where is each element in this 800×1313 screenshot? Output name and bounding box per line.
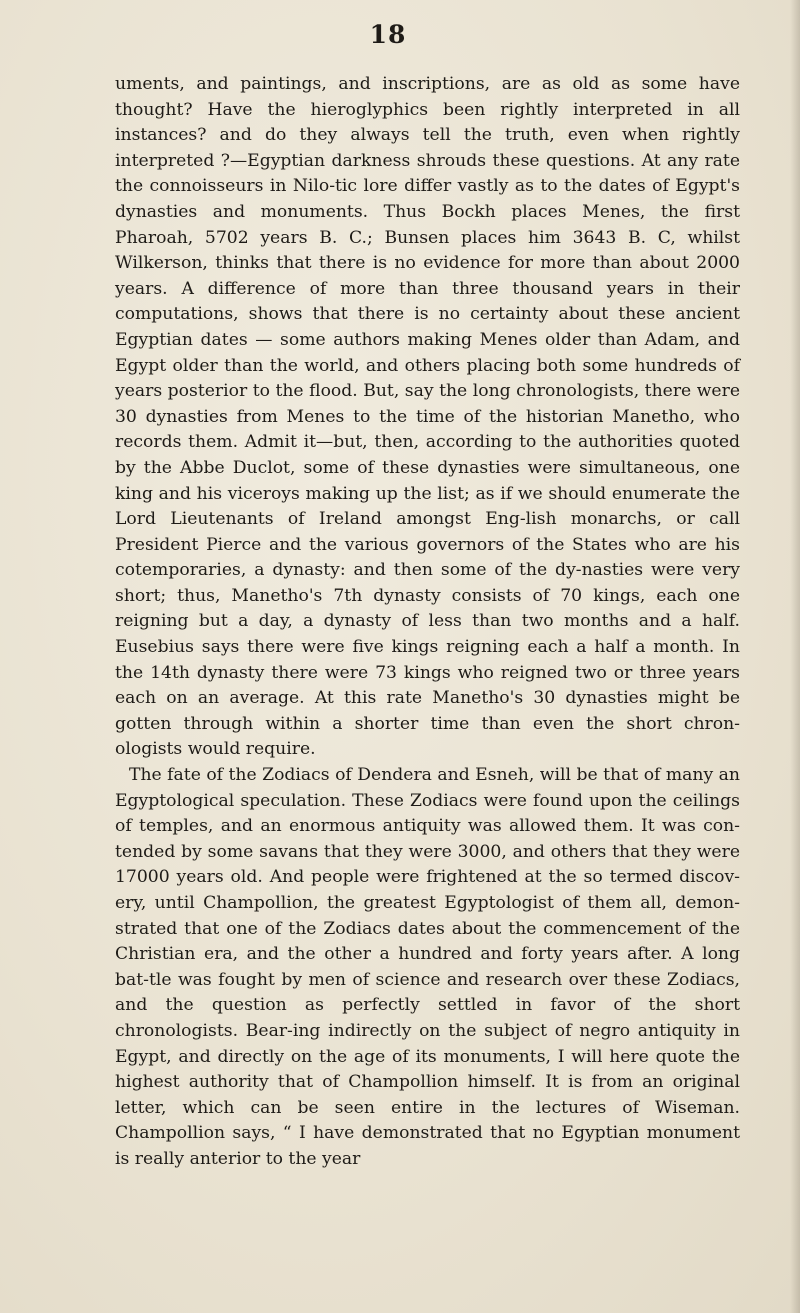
paragraph: uments, and paintings, and inscriptions, are as old as some have thought? Have the hieroglyphics been rightly interpreted in all instances? and do they always tell the truth, even when rightly interpreted ?—Egyptian darkness shrouds these questions. At any rate the connoisseurs in Nilo-tic lore differ vastly as to the dates of Egypt's dynasties and monuments. Thus Bockh places Menes, the first Pharoah, 5702 years B. C.; Bunsen places him 3643 B. C, whilst Wilkerson, thinks that there is no evidence for more than about 2000 years. A difference of more than three thousand years in their computations, shows that there is no certainty about these ancient Egyptian dates — some authors making Menes older than Adam, and Egypt older than the world, and others placing both some hundreds of years posterior to the flood. But, say the long chronologists, there were 30 dynasties from Menes to the time of the historian Manetho, who records them. Admit it—but, then, according to the authorities quoted by the Abbe Duclot, some of these dynasties were simultaneous, one king and his viceroys making up the list; as if we should enumerate the Lord Lieutenants of Ireland amongst Eng-lish monarchs, or call President Pierce and the various governors of the States who are his cotemporaries, a dynasty: and then some of the dy-nasties were very short; thus, Manetho's 7th dynasty consists of 70 kings, each one reigning but a day, a dynasty of less than two months and a half. Eusebius says there were five kings reigning each a half a month. In the 14th dynasty there were 73 kings who reigned two or three years each on an average. At this rate Manetho's 30 dynasties might be gotten through within a shorter time than even the short chron-ologists would require. <box>115 74 740 760</box>
body-text <box>115 72 740 1173</box>
paragraph: The fate of the Zodiacs of Dendera and Esneh, will be that of many an Egyptological speculation. These Zodiacs were found upon the ceilings of temples, and an enormous antiquity was allowed them. It was con-tended by some savans that they were 3000, and others that they were 17000 years old. And people were frightened at the so termed discov-ery, until Champollion, the greatest Egyptologist of them all, demon-strated that one of the Zodiacs dates about the commencement of the Christian era, and the other a hundred and forty years after. A long bat-tle was fought by men of science and research over these Zodiacs, and the question as perfectly settled in favor of the short chronologists. Bear-ing indirectly on the subject of negro antiquity in Egypt, and directly on the age of its monuments, I will here quote the highest authority that of Champollion himself. It is from an original letter, which can be seen entire in the lectures of Wiseman. Champollion says, “ I have demonstrated that no Egyptian monument is really anterior to the year <box>115 765 740 1169</box>
page-edge-shadow <box>790 0 800 1313</box>
page-number: 18 <box>369 20 407 49</box>
